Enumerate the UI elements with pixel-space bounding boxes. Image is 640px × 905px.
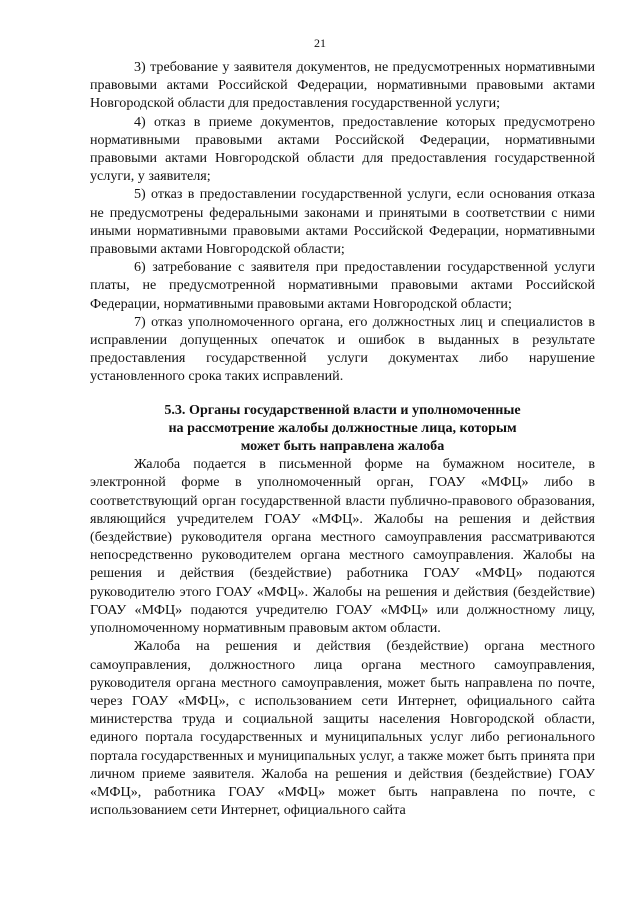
list-item-4: 4) отказ в приеме документов, предоставление которых предусмотрено нормативными правовыми актами Российской Федерации, нормативными правовыми актами Новгородской области для предоставления государственной услуги, у заявителя;	[90, 113, 595, 185]
list-item-5: 5) отказ в предоставлении государственной услуги, если основания отказа не предусмотрены федеральными законами и принятыми в соответствии с ними иными нормативными правовыми актами Российской Федерации, нормативными правовыми актами Новгородской области;	[90, 186, 595, 258]
list-item-6: 6) затребование с заявителя при предоставлении государственной услуги платы, не предусмотренной нормативными правовыми актами Российской Федерации, нормативными правовыми актами Новгородской области;	[90, 259, 595, 312]
list-item-7: 7) отказ уполномоченного органа, его должностных лиц и специалистов в исправлении допущенных опечаток и ошибок в выданных в результате предоставления государственной услуги документах либо нарушение установленного срока таких исправлений.	[90, 313, 595, 385]
document-body	[90, 58, 595, 819]
section-heading: 5.3. Органы государственной власти и уполномоченные на рассмотрение жалобы должностные лица, которым может быть направлена жалоба	[164, 401, 521, 455]
list-item-3: 3) требование у заявителя документов, не предусмотренных нормативными правовыми актами Российской Федерации, нормативными правовыми актами Новгородской области для предоставления государственной услуги;	[90, 59, 595, 112]
section-paragraph-2: Жалоба на решения и действия (бездействие) органа местного самоуправления, должностного лица органа местного самоуправления, руководителя органа местного самоуправления, может быть направлена по почте, через ГОАУ «МФЦ», с использованием сети Интернет, официального сайта министерства труда и социальной защиты населения Новгородской области, единого портала государственных и муниципальных услуг либо регионального портала государственных и муниципальных услуг, а также может быть принята при личном приеме заявителя. Жалоба на решения и действия (бездействие) ГОАУ «МФЦ», работника ГОАУ «МФЦ» может быть направлена по почте, с использованием сети Интернет, официального сайта	[90, 638, 595, 819]
page-number: 21	[314, 36, 326, 50]
section-paragraph-1: Жалоба подается в письменной форме на бумажном носителе, в электронной форме в уполномоченный орган, ГОАУ «МФЦ» либо в соответствующий орган государственной власти публично-правового образования, являющийся учредителем ГОАУ «МФЦ». Жалобы на решения и действия (бездействие) руководителя органа местного самоуправления рассматриваются непосредственно руководителем органа местного самоуправления. Жалобы на решения и действия (бездействие) работника ГОАУ «МФЦ» подаются руководителю этого ГОАУ «МФЦ». Жалобы на решения и действия (бездействие) ГОАУ «МФЦ» подаются учредителю ГОАУ «МФЦ» или должностному лицу, уполномоченному нормативным правовым актом области.	[90, 456, 595, 637]
